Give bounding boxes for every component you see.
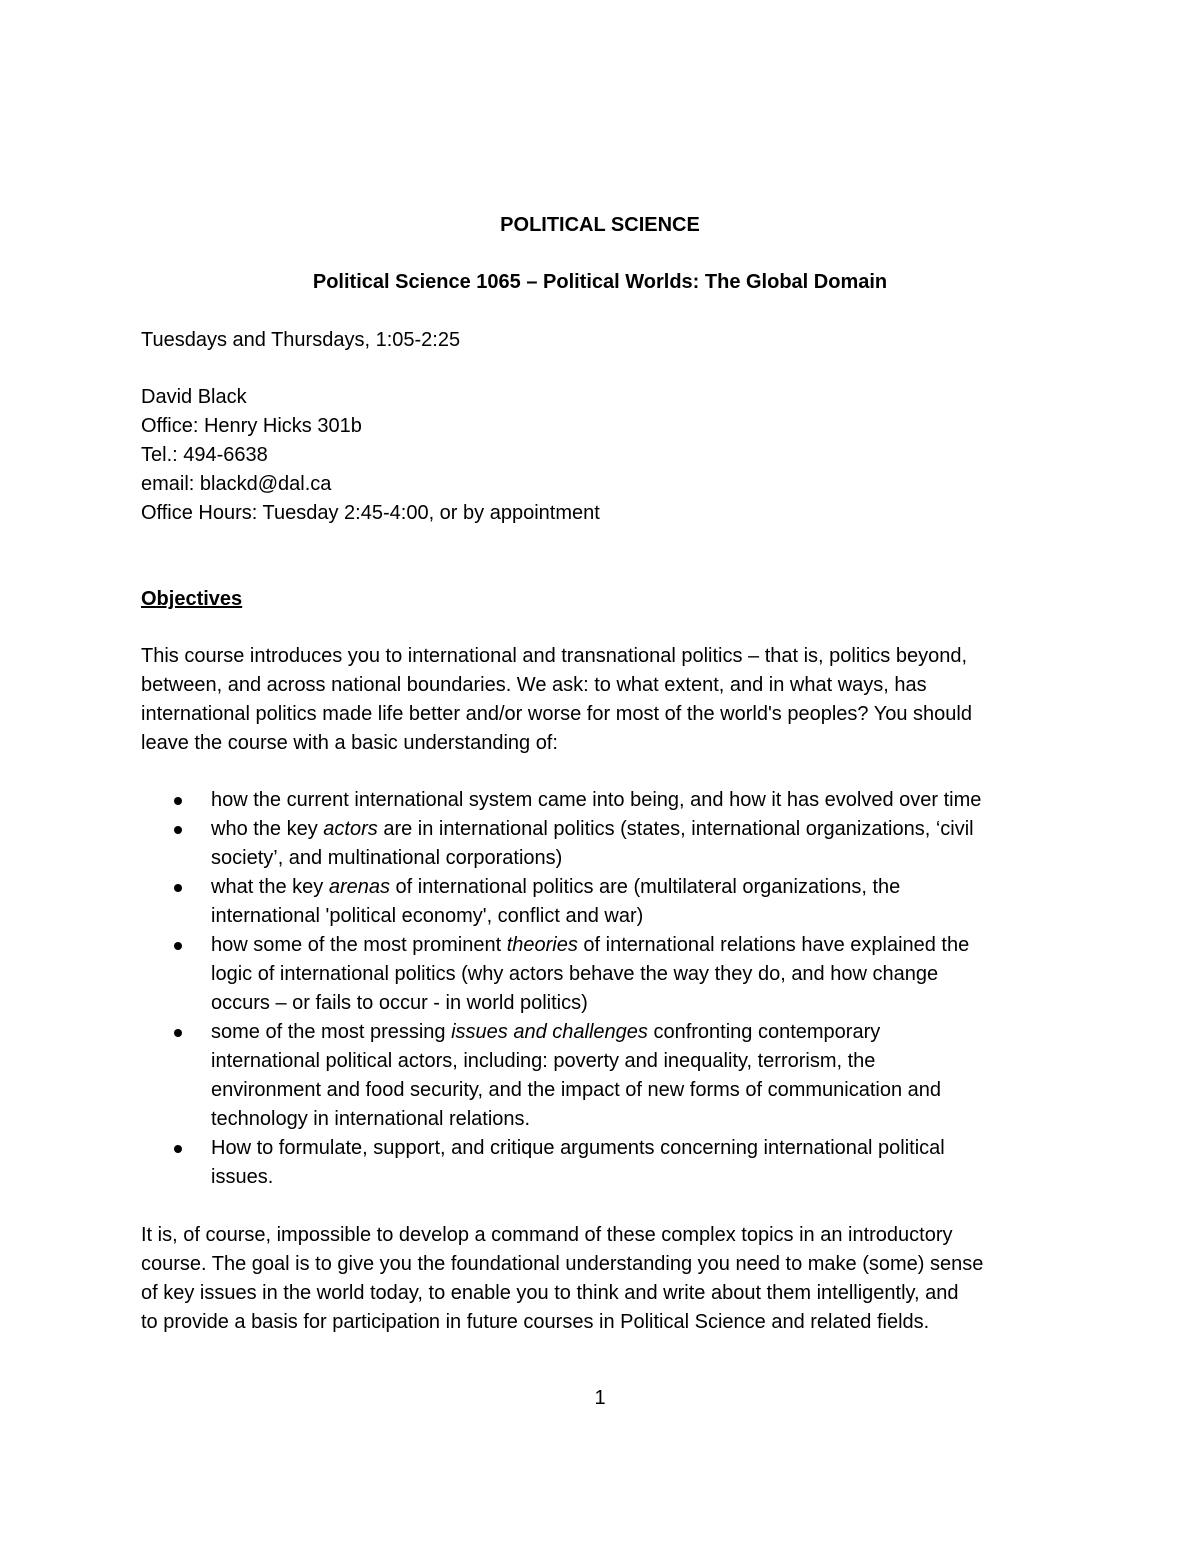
- bullet-icon: [174, 1145, 182, 1153]
- objective-emphasis: issues and challenges: [451, 1021, 648, 1043]
- objective-text: some of the most pressing: [211, 1021, 452, 1043]
- objective-text: occurs – or fails to occur - in world politics): [211, 992, 588, 1014]
- objective-text: issues.: [211, 1166, 274, 1188]
- closing-line: course. The goal is to give you the foundational understanding you need to make (some) sense: [141, 1253, 984, 1275]
- objective-text: international political actors, including: poverty and inequality, terrorism, the: [211, 1050, 876, 1072]
- objective-line: [211, 1134, 1071, 1163]
- objective-line: [211, 902, 1071, 931]
- objective-line: [211, 873, 1071, 902]
- bullet-icon: [174, 797, 182, 805]
- bullet-icon: [174, 942, 182, 950]
- objective-text: logic of international politics (why actors behave the way they do, and how change: [211, 963, 939, 985]
- objective-emphasis: theories: [506, 934, 578, 956]
- objective-line: [211, 931, 1071, 960]
- intro-line: leave the course with a basic understanding of:: [141, 732, 558, 754]
- bullet-icon: [174, 1029, 182, 1037]
- objective-line: [211, 786, 1071, 815]
- objective-text: of international relations have explained the: [577, 934, 970, 956]
- objective-line: [211, 1163, 1071, 1192]
- instructor-email: email: blackd@dal.ca: [141, 473, 332, 495]
- objective-text: what the key: [211, 876, 329, 898]
- instructor-name: David Black: [141, 386, 247, 408]
- objective-line: [211, 1018, 1071, 1047]
- intro-line: international politics made life better and/or worse for most of the world's peoples? You should: [141, 703, 972, 725]
- objective-text: technology in international relations.: [211, 1108, 531, 1130]
- intro-line: This course introduces you to international and transnational politics – that is, politics beyond,: [141, 645, 968, 667]
- objective-text: international 'political economy', conflict and war): [211, 905, 644, 927]
- objective-text: environment and food security, and the impact of new forms of communication and: [211, 1079, 942, 1101]
- objective-text: society’, and multinational corporations): [211, 847, 563, 869]
- objectives-heading: Objectives: [141, 588, 243, 610]
- objective-item: [141, 931, 1071, 1018]
- instructor-office-hours: Office Hours: Tuesday 2:45-4:00, or by appointment: [141, 502, 600, 524]
- intro-line: between, and across national boundaries. We ask: to what extent, and in what ways, has: [141, 674, 927, 696]
- instructor-phone: Tel.: 494-6638: [141, 444, 268, 466]
- department-heading: POLITICAL SCIENCE: [500, 214, 700, 236]
- objective-text: are in international politics (states, international organizations, ‘civil: [377, 818, 974, 840]
- objective-line: [211, 1105, 1071, 1134]
- objective-item: [141, 1134, 1071, 1192]
- closing-paragraph: [141, 1221, 1071, 1337]
- objective-line: [211, 1047, 1071, 1076]
- objective-item: [141, 1018, 1071, 1134]
- objective-emphasis: arenas: [328, 876, 390, 898]
- objective-line: [211, 844, 1071, 873]
- closing-line: to provide a basis for participation in future courses in Political Science and related fields.: [141, 1311, 930, 1333]
- course-title: Political Science 1065 – Political Worlds: The Global Domain: [312, 271, 888, 293]
- objective-emphasis: actors: [323, 818, 378, 840]
- objective-line: [211, 989, 1071, 1018]
- objective-line: [211, 960, 1071, 989]
- objective-item: [141, 815, 1071, 873]
- objective-text: how the current international system came into being, and how it has evolved over time: [211, 789, 982, 811]
- instructor-office: Office: Henry Hicks 301b: [141, 415, 362, 437]
- page-number: 1: [594, 1387, 606, 1409]
- objective-text: who the key: [211, 818, 324, 840]
- objective-text: confronting contemporary: [647, 1021, 881, 1043]
- closing-line: It is, of course, impossible to develop a command of these complex topics in an introductory: [141, 1224, 953, 1246]
- closing-line: of key issues in the world today, to enable you to think and write about them intelligently, and: [141, 1282, 959, 1304]
- objective-text: How to formulate, support, and critique arguments concerning international political: [211, 1137, 945, 1159]
- instructor-block: [141, 383, 600, 528]
- objective-item: [141, 786, 1071, 815]
- class-schedule: Tuesdays and Thursdays, 1:05-2:25: [141, 329, 461, 351]
- bullet-icon: [174, 826, 182, 834]
- objective-text: of international politics are (multilateral organizations, the: [390, 876, 901, 898]
- objectives-list-container: [141, 786, 1071, 1192]
- objectives-intro: [141, 642, 1071, 758]
- bullet-icon: [174, 884, 182, 892]
- objective-text: how some of the most prominent: [211, 934, 507, 956]
- objective-line: [211, 815, 1071, 844]
- objective-item: [141, 873, 1071, 931]
- objectives-list: [141, 786, 1071, 1192]
- objective-line: [211, 1076, 1071, 1105]
